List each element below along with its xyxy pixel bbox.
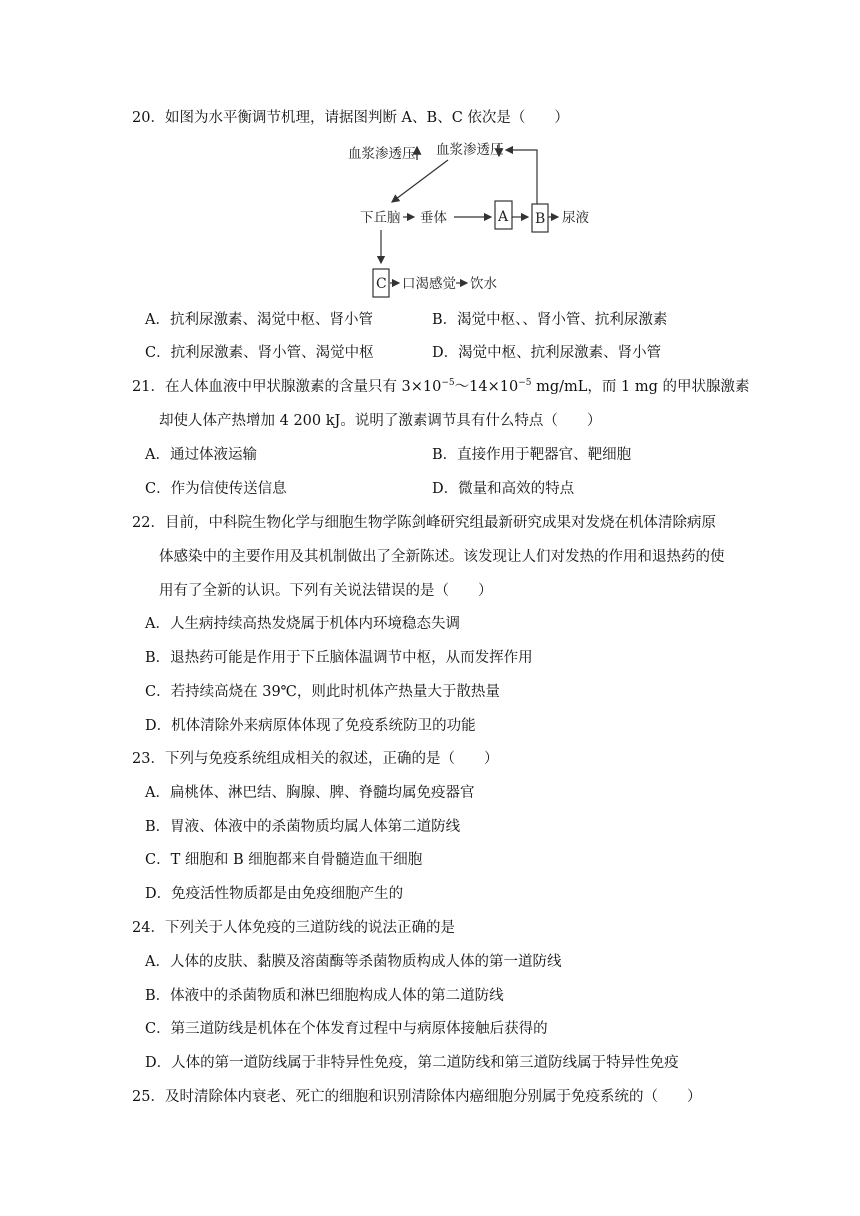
box-c bbox=[373, 269, 389, 297]
question-number: 23． bbox=[132, 751, 165, 767]
option-23-c[interactable] bbox=[145, 850, 422, 870]
pituitary-label: 垂体 bbox=[420, 210, 447, 226]
option-label: D． bbox=[145, 886, 172, 902]
option-text: 胃液、体液中的杀菌物质均属人体第二道防线 bbox=[170, 819, 461, 835]
option-text: 机体清除外来病原体体现了免疫系统防卫的功能 bbox=[171, 718, 476, 734]
option-23-b[interactable] bbox=[145, 817, 460, 837]
box-b bbox=[532, 204, 548, 232]
option-label: D． bbox=[432, 481, 459, 497]
option-label: A． bbox=[145, 954, 170, 970]
option-text: 人体的第一道防线属于非特异性免疫，第二道防线和第三道防线属于特异性免疫 bbox=[171, 1055, 679, 1071]
option-text: 抗利尿激素、肾小管、渴觉中枢 bbox=[170, 345, 374, 361]
question-21-stem bbox=[132, 377, 750, 397]
hypothalamus-label: 下丘脑 bbox=[360, 210, 401, 226]
option-label: B． bbox=[432, 447, 458, 463]
option-22-a[interactable] bbox=[145, 614, 460, 634]
question-text: 下列与免疫系统组成相关的叙述，正确的是（ ） bbox=[164, 751, 499, 767]
question-number: 25． bbox=[132, 1089, 165, 1105]
plasma-pressure-up-label: 血浆渗透压 bbox=[348, 146, 416, 162]
option-text: 人体的皮肤、黏膜及溶菌酶等杀菌物质构成人体的第一道防线 bbox=[169, 954, 562, 970]
option-label: B． bbox=[145, 650, 171, 666]
question-22-stem-line3: 用有了全新的认识。下列有关说法错误的是（ ） bbox=[159, 583, 493, 599]
option-label: B． bbox=[145, 988, 171, 1004]
box-b-label: B bbox=[535, 211, 546, 227]
box-c-label: C bbox=[376, 276, 387, 292]
option-20-c[interactable] bbox=[145, 343, 374, 363]
question-number: 20． bbox=[132, 110, 165, 126]
urine-label: 尿液 bbox=[562, 210, 589, 226]
feedback-arrow bbox=[506, 150, 537, 204]
option-text: 扁桃体、淋巴结、胸腺、脾、脊髓均属免疫器官 bbox=[169, 785, 475, 801]
question-22-stem-line2: 体感染中的主要作用及其机制做出了全新陈述。该发现让人们对发热的作用和退热药的使 bbox=[159, 549, 725, 565]
question-text-part: mg/mL，而 1 mg 的甲状腺激素 bbox=[531, 379, 750, 395]
box-a-label: A bbox=[498, 209, 509, 225]
option-label: A． bbox=[145, 785, 170, 801]
drink-label: 饮水 bbox=[470, 276, 497, 292]
option-text: 渴觉中枢、、肾小管、抗利尿激素 bbox=[457, 312, 668, 328]
option-24-a[interactable] bbox=[145, 952, 561, 972]
option-24-b[interactable] bbox=[145, 986, 504, 1006]
option-22-d[interactable] bbox=[145, 716, 476, 736]
question-number: 24． bbox=[132, 920, 165, 936]
option-20-d[interactable] bbox=[432, 343, 661, 363]
option-text: 作为信使传送信息 bbox=[170, 481, 287, 497]
option-label: B． bbox=[432, 312, 458, 328]
option-text: 体液中的杀菌物质和淋巴细胞构成人体的第二道防线 bbox=[170, 988, 504, 1004]
option-21-c[interactable] bbox=[145, 479, 287, 499]
question-text-part: 在人体血液中甲状腺激素的含量只有 3×10 bbox=[164, 379, 442, 395]
question-20-stem bbox=[132, 108, 569, 128]
option-label: A． bbox=[145, 447, 170, 463]
option-text: 抗利尿激素、渴觉中枢、肾小管 bbox=[169, 312, 373, 328]
option-text: 通过体液运输 bbox=[169, 447, 257, 463]
option-text: T 细胞和 B 细胞都来自骨髓造血干细胞 bbox=[170, 852, 423, 868]
question-text: 目前，中科院生物化学与细胞生物学陈剑峰研究组最新研究成果对发烧在机体清除病原 bbox=[164, 515, 716, 531]
option-20-a[interactable] bbox=[145, 310, 373, 330]
option-22-b[interactable] bbox=[145, 648, 533, 668]
option-text: 第三道防线是机体在个体发育过程中与病原体接触后获得的 bbox=[170, 1021, 548, 1037]
option-21-b[interactable] bbox=[432, 445, 631, 465]
option-label: B． bbox=[145, 819, 171, 835]
question-24-stem bbox=[132, 918, 455, 938]
option-23-d[interactable] bbox=[145, 884, 403, 904]
option-label: A． bbox=[145, 616, 170, 632]
option-text: 渴觉中枢、抗利尿激素、肾小管 bbox=[458, 345, 662, 361]
option-text: 免疫活性物质都是由免疫细胞产生的 bbox=[171, 886, 404, 902]
water-balance-diagram bbox=[340, 138, 610, 300]
diagonal-arrow bbox=[392, 160, 448, 202]
option-label: D． bbox=[145, 1055, 172, 1071]
question-text: 下列关于人体免疫的三道防线的说法正确的是 bbox=[164, 920, 455, 936]
option-24-c[interactable] bbox=[145, 1019, 548, 1039]
option-text: 直接作用于靶器官、靶细胞 bbox=[457, 447, 632, 463]
question-number: 21． bbox=[132, 379, 165, 395]
option-label: D． bbox=[145, 718, 172, 734]
plasma-pressure-down-label: 血浆渗透压 bbox=[436, 142, 504, 158]
question-number: 22． bbox=[132, 515, 165, 531]
question-text: 如图为水平衡调节机理，请据图判断 A、B、C 依次是（ ） bbox=[164, 110, 569, 126]
exponent: −5 bbox=[518, 378, 532, 388]
question-21-stem-line2: 却使人体产热增加 4 200 kJ。说明了激素调节具有什么特点（ ） bbox=[159, 413, 602, 429]
question-text: 及时清除体内衰老、死亡的细胞和识别清除体内癌细胞分别属于免疫系统的（ ） bbox=[164, 1089, 702, 1105]
question-25-stem bbox=[132, 1087, 701, 1107]
option-21-d[interactable] bbox=[432, 479, 574, 499]
option-24-d[interactable] bbox=[145, 1053, 679, 1073]
option-label: C． bbox=[145, 1021, 171, 1037]
thirst-label: 口渴感觉 bbox=[402, 276, 456, 292]
option-label: D． bbox=[432, 345, 459, 361]
option-20-b[interactable] bbox=[432, 310, 667, 330]
option-label: C． bbox=[145, 345, 171, 361]
question-text-part: ～14×10 bbox=[454, 379, 519, 395]
option-label: A． bbox=[145, 312, 170, 328]
exponent: −5 bbox=[441, 378, 455, 388]
option-21-a[interactable] bbox=[145, 445, 257, 465]
option-text: 微量和高效的特点 bbox=[458, 481, 575, 497]
option-label: C． bbox=[145, 481, 171, 497]
option-label: C． bbox=[145, 684, 171, 700]
option-text: 人生病持续高热发烧属于机体内环境稳态失调 bbox=[169, 616, 460, 632]
option-label: C． bbox=[145, 852, 171, 868]
question-22-stem bbox=[132, 513, 716, 533]
option-23-a[interactable] bbox=[145, 783, 474, 803]
option-text: 若持续高烧在 39℃，则此时机体产热量大于散热量 bbox=[170, 684, 500, 700]
option-22-c[interactable] bbox=[145, 682, 500, 702]
box-a bbox=[495, 201, 512, 229]
option-text: 退热药可能是作用于下丘脑体温调节中枢，从而发挥作用 bbox=[170, 650, 533, 666]
question-23-stem bbox=[132, 749, 498, 769]
